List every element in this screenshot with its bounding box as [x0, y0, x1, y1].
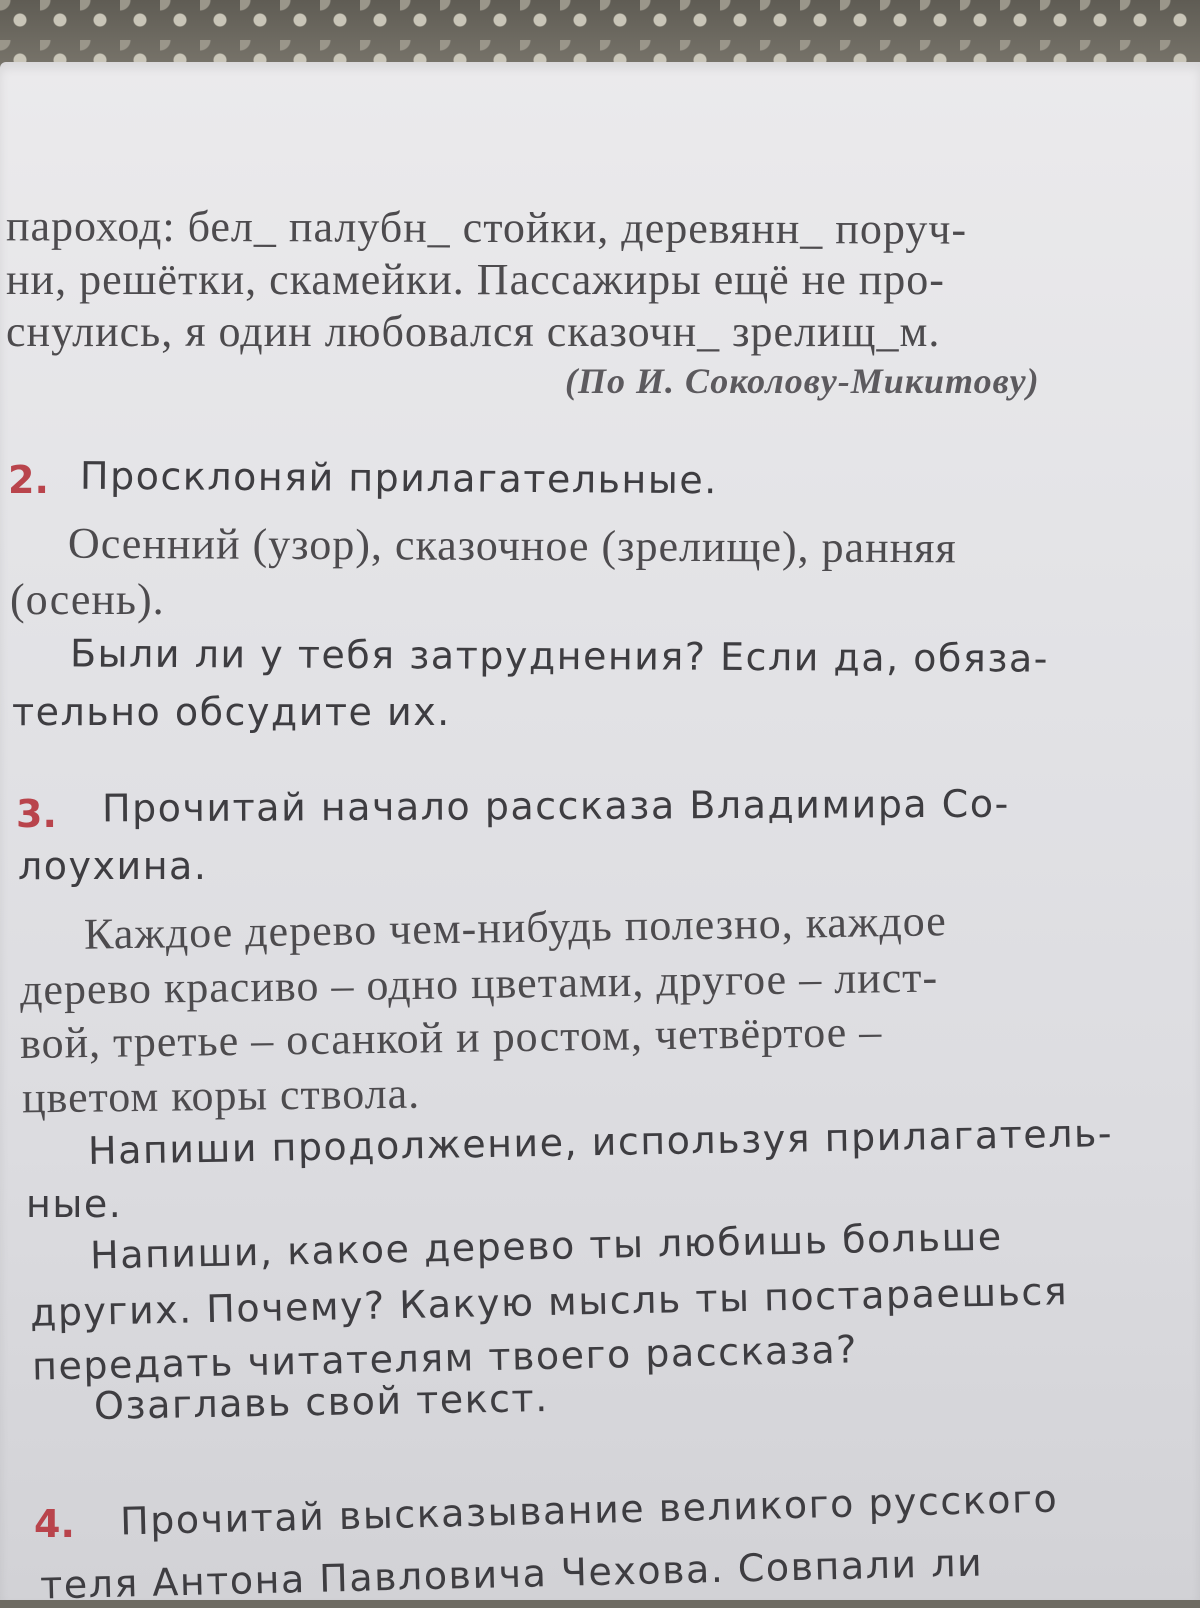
- task-2-example-line-2: (осень).: [10, 575, 165, 624]
- task-3-story-line-3: вой, третье – осанкой и ростом, четвёртое –: [19, 1006, 883, 1069]
- task-2-question-line-1: Были ли у тебя затруднения? Если да, обяза-: [69, 631, 1050, 681]
- text-a-line-3: снулись, я один любовался сказочн_ зрелищ_м.: [6, 307, 941, 356]
- task-2-example-line-1: Осенний (узор), сказочное (зрелище), ранняя: [67, 518, 957, 573]
- task-3-instruction-line-2: ные.: [26, 1182, 123, 1226]
- task-3-question-line-2: других. Почему? Какую мысль ты постараешься: [29, 1269, 1069, 1335]
- task-4-number: 4.: [34, 1502, 75, 1546]
- task-3-title-line-1: Прочитай начало рассказа Владимира Со-: [101, 781, 1010, 831]
- task-3-question-line-4: Озаглавь свой текст.: [93, 1376, 550, 1428]
- task-2-number: 2.: [8, 458, 49, 502]
- task-3-story-line-2: дерево красиво – одно цветами, другое – лист-: [19, 952, 939, 1015]
- task-3-story-line-1: Каждое дерево чем-нибудь полезно, каждое: [83, 896, 948, 959]
- task-3-title-line-2: лоухина.: [18, 844, 208, 888]
- task-2-title: Просклоняй прилагательные.: [79, 453, 718, 503]
- task-3-question-line-1: Напиши, какое дерево ты любишь больше: [89, 1214, 1004, 1278]
- task-3-instruction-line-1: Напиши продолжение, используя прилагатель-: [87, 1111, 1114, 1173]
- text-a-line-1: пароход: бел_ палубн_ стойки, деревянн_ поруч-: [5, 201, 968, 254]
- task-4-title-line-2: теля Антона Павловича Чехова. Совпали ли: [39, 1540, 984, 1608]
- text-a-line-2: ни, решётки, скамейки. Пассажиры ещё не про-: [6, 255, 945, 304]
- task-3-number: 3.: [16, 792, 57, 836]
- task-4-title-line-1: Прочитай высказывание великого русского: [119, 1476, 1059, 1544]
- task-2-question-line-2: тельно обсудите их.: [12, 690, 451, 734]
- task-3-story-line-4: цветом коры ствола.: [21, 1068, 421, 1123]
- textbook-page: [0, 62, 1200, 1608]
- text-a-attribution: (По И. Соколову-Микитову): [565, 361, 1040, 401]
- task-3-question-line-3: передать читателям твоего рассказа?: [31, 1327, 859, 1389]
